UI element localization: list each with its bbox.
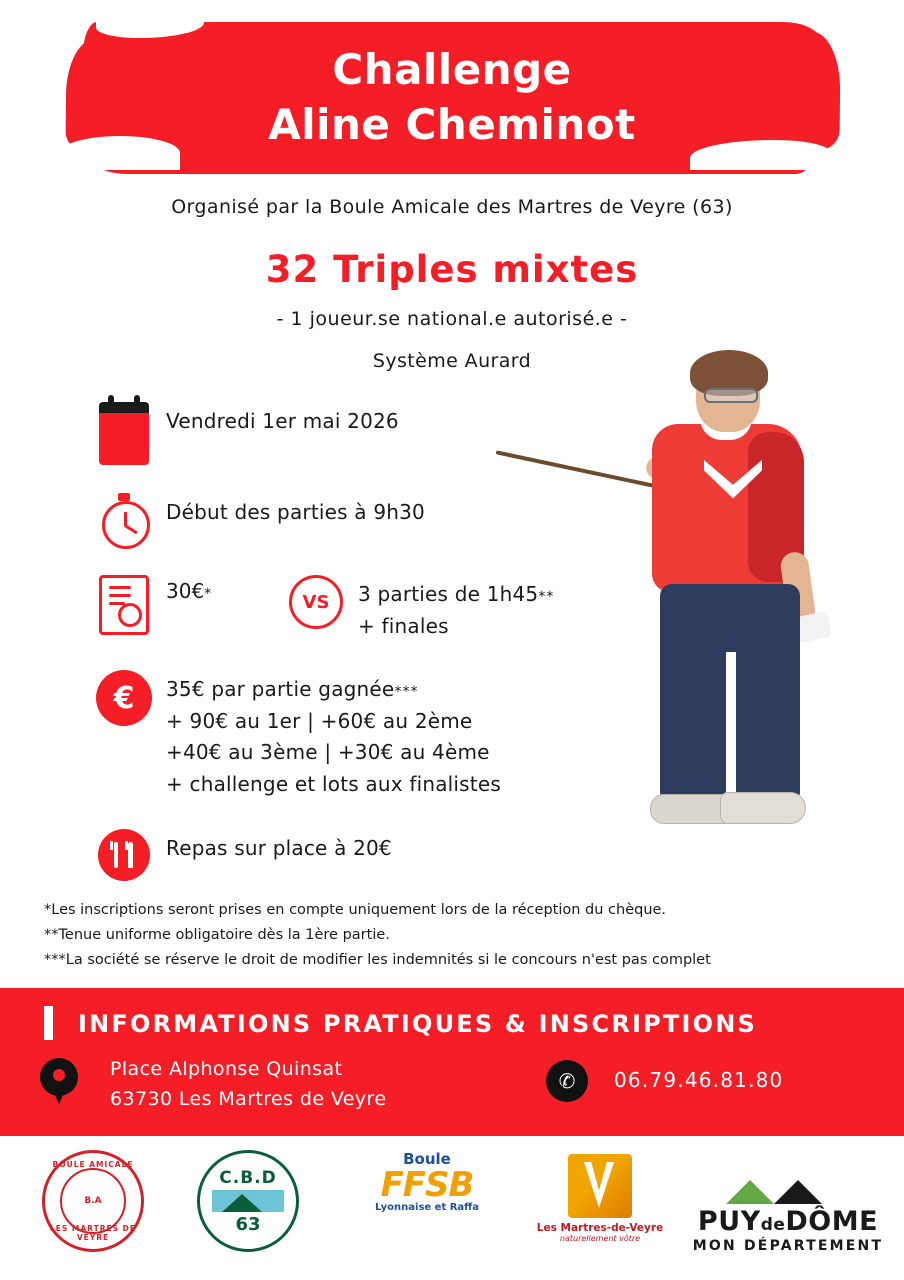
format-line-2: + finales [358,613,449,638]
practical-information-band [0,988,904,1136]
martres-name: Les Martres-de-Veyre [536,1222,664,1234]
detail-start-time-text: Début des parties à 9h30 [166,500,425,524]
martres-leaf-icon [568,1154,632,1218]
address-line-1: Place Alphonse Quinsat [110,1058,343,1080]
prize-line-4: + challenge et lots aux finalistes [166,771,501,796]
vs-badge-label: VS [289,575,343,629]
address-line-2: 63730 Les Martres de Veyre [110,1088,387,1111]
detail-row-start-time [82,491,682,547]
martres-tagline: naturellement vôtre [559,1234,641,1243]
competition-system: Système Aurard [372,350,532,372]
pdd-part-1: PUY [697,1206,761,1237]
event-format-headline: 32 Triples mixtes [265,248,639,291]
poster-header [0,0,904,185]
cbd-mountain-icon [212,1190,284,1212]
sponsor-puy-de-dome [686,1178,890,1254]
event-format-subline: - 1 joueur.se national.e autorisé.e - [276,308,628,330]
details-list [82,400,682,907]
document-icon [82,573,166,635]
sponsor-cbd-63 [188,1150,308,1252]
pdd-part-3: DÔME [785,1206,879,1237]
footnote-1: *Les inscriptions seront prises en compte uniquement lors de la réception du chèque. [44,902,667,918]
detail-row-prizes [82,668,682,800]
puy-de-dome-mountains-icon [686,1178,890,1204]
entry-fee-amount: 30€ [166,579,205,603]
footnotes [44,898,864,973]
sponsor-les-martres-de-veyre [530,1154,670,1243]
sponsor-ffsb [352,1152,502,1214]
info-band-title: INFORMATIONS PRATIQUES & INSCRIPTIONS [78,1010,757,1038]
boule-amicale-center: B.A [60,1168,126,1234]
prize-line-2: + 90€ au 1er | +60€ au 2ème [166,708,473,733]
sponsor-boule-amicale [28,1150,158,1252]
boule-amicale-ring-top: BOULE AMICALE [52,1160,134,1169]
ffsb-line-3: Lyonnaise et Raffa [374,1202,480,1214]
detail-row-meal [82,827,682,881]
cbd-label: C.B.D [219,1167,277,1188]
puy-de-dome-name [686,1206,890,1237]
prize-line-3: +40€ au 3ème | +30€ au 4ème [166,740,490,765]
ffsb-line-1: Boule [403,1150,451,1168]
pdd-part-2: de [760,1215,786,1235]
format-footnote-mark: ** [538,589,555,605]
photo-trousers-split [726,652,736,802]
entry-fee [166,573,274,603]
vs-badge-icon [274,573,358,629]
stopwatch-icon [82,491,166,547]
calendar-icon [82,400,166,465]
puy-de-dome-tagline: MON DÉPARTEMENT [692,1238,884,1254]
organiser-text: Organisé par la Boule Amicale des Martres de Veyre (63) [171,196,733,218]
photo-shoe-right [720,792,806,824]
page-title [0,42,904,153]
prize-per-win: 35€ par partie gagnée [166,677,395,702]
detail-prizes-text [166,668,501,800]
boule-amicale-ring-bottom: LES MARTRES DE VEYRE [50,1224,136,1242]
detail-format-text [358,573,554,642]
contact-phone-number[interactable]: 06.79.46.81.80 [614,1068,784,1092]
map-pin-icon [40,1058,80,1102]
phone-icon: ✆ [546,1060,588,1102]
sponsor-logos [0,1140,904,1280]
prize-line-1 [166,674,501,706]
entry-fee-footnote-mark: * [204,586,213,602]
euro-icon: € [82,668,166,726]
info-accent-bar [44,1006,53,1040]
detail-row-date [82,400,682,465]
title-line-1: Challenge [332,45,572,94]
ffsb-line-2: FFSB [380,1164,474,1205]
meal-icon [82,827,166,881]
prize-footnote-mark: *** [394,684,419,701]
venue-address [110,1054,386,1114]
footnote-2: **Tenue uniforme obligatoire dès la 1ère partie. [44,926,390,943]
footnote-3: ***La société se réserve le droit de modifier les indemnités si le concours n'est pas complet [44,951,711,968]
detail-date-text: Vendredi 1er mai 2026 [166,409,399,433]
detail-row-fee-format [82,573,682,642]
title-line-2: Aline Cheminot [268,100,636,150]
detail-meal-text: Repas sur place à 20€ [166,835,392,860]
format-line-1 [358,579,554,611]
photo-glasses [704,388,758,403]
format-games: 3 parties de 1h45 [358,582,539,606]
cbd-department-number: 63 [235,1213,261,1235]
